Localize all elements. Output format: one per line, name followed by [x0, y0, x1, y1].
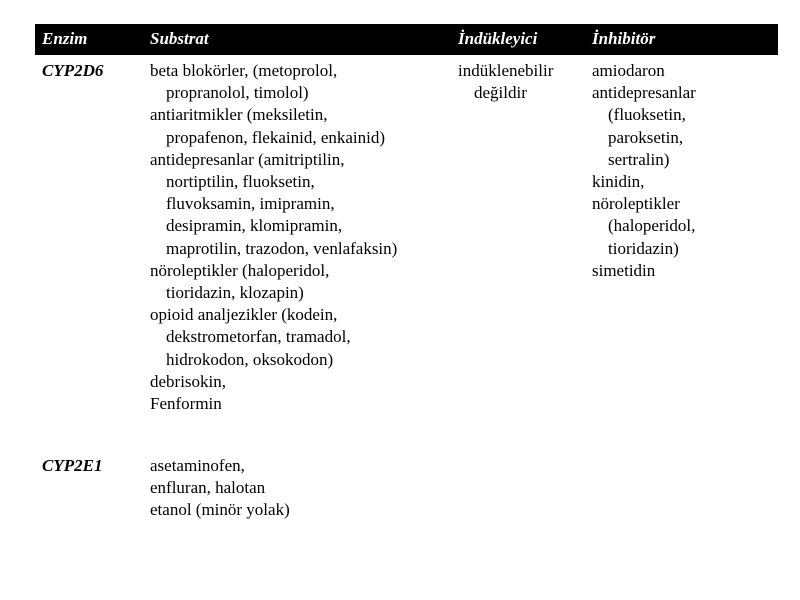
inhibitor-line: paroksetin,: [608, 127, 684, 147]
substrate-line: etanol (minör yolak): [150, 500, 290, 520]
enzyme-name: CYP2D6: [42, 61, 104, 80]
inhibitor-line: kinidin,: [592, 172, 645, 192]
substrate-line: antiaritmikler (meksiletin,: [150, 105, 328, 125]
table-header: [35, 24, 778, 55]
inhibitor-line: (haloperidol,: [608, 216, 696, 236]
substrate-line: desipramin, klomipramin,: [166, 216, 343, 236]
inhibitor-cell: [592, 60, 696, 282]
header-substrate: Substrat: [150, 29, 209, 48]
table-row-cyp2e1: [35, 455, 778, 535]
substrate-line: propafenon, flekainid, enkainid): [166, 127, 386, 147]
inhibitor-line: simetidin: [592, 260, 656, 280]
inhibitor-line: tioridazin): [608, 238, 679, 258]
inhibitor-line: antidepresanlar: [592, 83, 696, 103]
header-enzyme: Enzim: [42, 29, 88, 48]
substrate-line: debrisokin,: [150, 371, 227, 391]
inducer-line: indüklenebilir: [458, 61, 554, 80]
substrate-line: nöroleptikler (haloperidol,: [150, 260, 330, 280]
drug-enzyme-table: [35, 24, 778, 535]
substrate-line: dekstrometorfan, tramadol,: [166, 327, 351, 347]
inhibitor-line: nöroleptikler: [592, 194, 680, 214]
enzyme-name: CYP2E1: [42, 456, 103, 475]
inducer-line: değildir: [474, 83, 527, 103]
inhibitor-line: amiodaron: [592, 61, 665, 80]
inducer-cell: [458, 60, 553, 104]
inhibitor-line: (fluoksetin,: [608, 105, 686, 125]
substrate-cell: [150, 60, 397, 415]
header-inhibitor: İnhibitör: [592, 29, 656, 48]
substrate-cell: [150, 455, 290, 522]
substrate-line: fluvoksamin, imipramin,: [166, 194, 335, 214]
substrate-line: asetaminofen,: [150, 456, 245, 475]
substrate-line: propranolol, timolol): [166, 83, 309, 103]
substrate-line: tioridazin, klozapin): [166, 283, 304, 303]
substrate-line: enfluran, halotan: [150, 478, 266, 498]
substrate-line: antidepresanlar (amitriptilin,: [150, 149, 345, 169]
inhibitor-line: sertralin): [608, 149, 670, 169]
substrate-line: maprotilin, trazodon, venlafaksin): [166, 238, 398, 258]
substrate-line: beta blokörler, (metoprolol,: [150, 61, 338, 80]
substrate-line: nortiptilin, fluoksetin,: [166, 172, 315, 192]
substrate-line: Fenformin: [150, 394, 222, 414]
substrate-line: opioid analjezikler (kodein,: [150, 305, 338, 325]
header-inducer: İndükleyici: [458, 29, 538, 48]
substrate-line: hidrokodon, oksokodon): [166, 349, 334, 369]
table-row-cyp2d6: [35, 60, 778, 455]
